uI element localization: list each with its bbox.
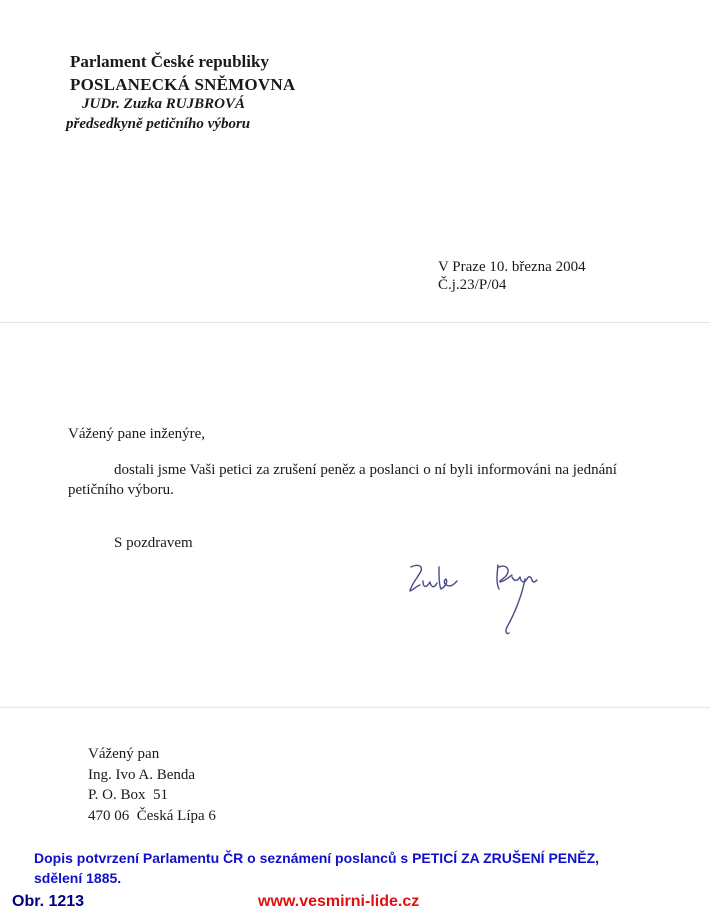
letterhead-sender: JUDr. Zuzka RUJBROVÁ (82, 96, 245, 112)
body-line-2: petičního výboru. (68, 482, 174, 498)
letter-date: V Praze 10. března 2004 (438, 259, 586, 275)
letterhead-parliament: Parlament České republiky (70, 52, 269, 71)
fold-line (0, 322, 710, 323)
caption-line-2: sdělení 1885. (34, 870, 122, 886)
closing: S pozdravem (114, 535, 193, 551)
website-link[interactable]: www.vesmirni-lide.cz (258, 893, 420, 910)
figure-number: Obr. 1213 (12, 893, 85, 910)
body-line-1: dostali jsme Vaši petici za zrušení peněz a poslanci o ní byli informováni na jednání (114, 462, 617, 478)
signature (405, 555, 565, 655)
recipient-line-4: 470 06 Česká Lípa 6 (88, 807, 216, 824)
recipient-line-1: Vážený pan (88, 746, 160, 762)
caption-line-1: Dopis potvrzení Parlamentu ČR o seznámení poslanců s PETICÍ ZA ZRUŠENÍ PENĚZ, (34, 850, 600, 866)
recipient-address (88, 744, 216, 826)
recipient-line-2: Ing. Ivo A. Benda (88, 766, 196, 783)
recipient-line-3: P. O. Box 51 (88, 787, 169, 803)
fold-line (0, 707, 710, 708)
salutation: Vážený pane inženýre, (68, 426, 206, 442)
letter-reference: Č.j.23/P/04 (438, 277, 507, 293)
letterhead-sender-role: předsedkyně petičního výboru (66, 116, 251, 132)
letterhead-chamber: POSLANECKÁ SNĚMOVNA (70, 75, 296, 94)
